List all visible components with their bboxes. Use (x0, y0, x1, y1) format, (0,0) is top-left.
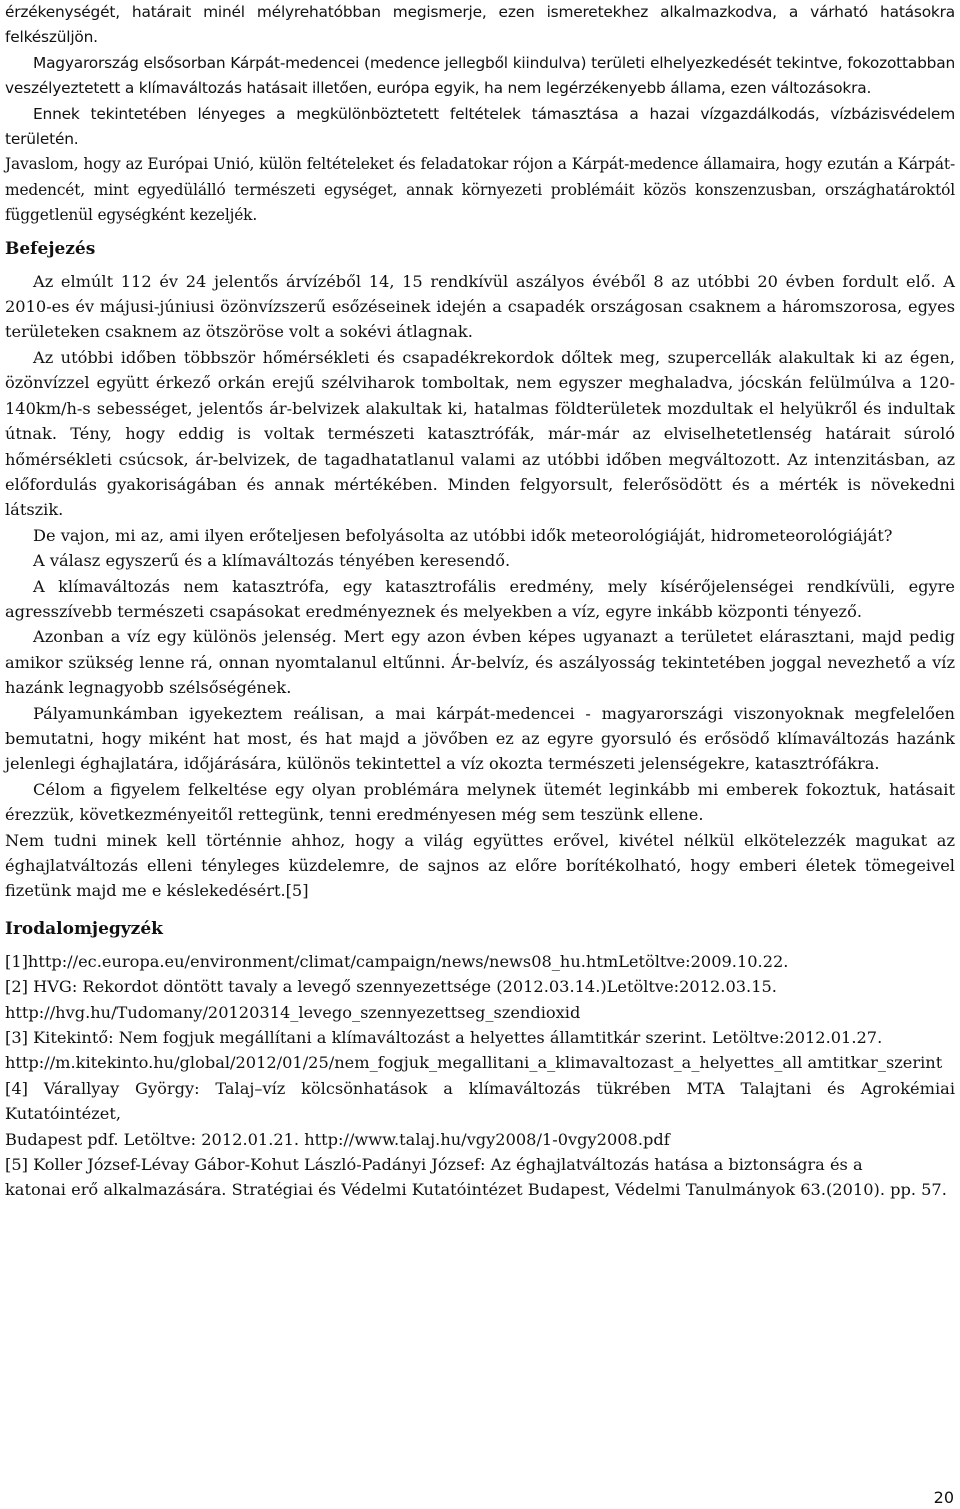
intro-paragraph-4: Javaslom, hogy az Európai Unió, külön feltételeket és feladatokar rójon a Kárpát-medence államaira, hogy ezután a Kárpát-medencét, mint egyedülálló természeti egységet, annak környezeti problémáit közös konszenzusban, országhatároktól függetlenül egységként kezeljék. (5, 155, 955, 225)
reference-5-title: [5] Koller József-Lévay Gábor-Kohut László-Padányi József: Az éghajlatváltozás hatása a biztonságra és a (5, 1155, 863, 1175)
reference-3-title: [3] Kitekintő: Nem fogjuk megállítani a klímaváltozást a helyettes államtitkár szerint. Letöltve:2012.01.27. (5, 1028, 883, 1048)
conclusion-paragraph-9: Nem tudni minek kell történnie ahhoz, hogy a világ együttes erővel, kivétel nélkül elkötelezzék magukat az éghajlatváltozás elleni tényleges küzdelemre, de sajnos az előre borítékolható, hogy emberi életek tömegeivel fizetünk majd me e késlekedésért.[5] (5, 830, 955, 901)
conclusion-paragraph-8: Célom a figyelem felkeltése egy olyan problémára melynek ütemét leginkább mi emberek fokoztuk, hatásait érezzük, következményeitől rettegünk, tenni eredményesen még sem teszünk ellene. (5, 779, 955, 825)
intro-paragraph-1: érzékenységét, határait minél mélyrehatóbban megismerje, ezen ismeretekhez alkalmazkodva, a várható hatásokra felkészüljön. (5, 3, 955, 47)
reference-list (5, 949, 955, 1203)
conclusion-paragraph-6: Azonban a víz egy különös jelenség. Mert egy azon évben képes ugyanazt a területet elárasztani, majd pedig amikor szükség lenne rá, onnan nyomtalanul eltűnni. Ár-belvíz, és aszályosság tekintetében joggal nevezhető a víz hazánk legnagyobb szélsőségének. (5, 627, 955, 698)
reference-4-title: [4] Várallyay György: Talaj–víz kölcsönhatások a klímaváltozás tükrében MTA Talajtani és Agrokémiai Kutatóintézet, (5, 1078, 955, 1124)
conclusion-paragraph-4: A válasz egyszerű és a klímaváltozás tényében keresendő. (33, 551, 511, 571)
reference-3-url: http://m.kitekinto.hu/global/2012/01/25/nem_fogjuk_megallitani_a_klimavaltozast_a_helyettes_all amtitkar_szerint (5, 1053, 943, 1073)
page-number: 20 (933, 1488, 954, 1507)
section-heading-references: Irodalomjegyzék (5, 918, 163, 939)
reference-4-source: Budapest pdf. Letöltve: 2012.01.21. http://www.talaj.hu/vgy2008/1-0vgy2008.pdf (5, 1129, 670, 1149)
conclusion-paragraph-3: De vajon, mi az, ami ilyen erőteljesen befolyásolta az utóbbi idők meteorológiáját, hidrometeorológiáját? (33, 525, 893, 545)
reference-1: [1]http://ec.europa.eu/environment/climat/campaign/news/news08_hu.htmLetöltve:2009.10.22. (5, 951, 789, 971)
document-page (5, 0, 955, 1203)
conclusion-paragraph-1: Az elmúlt 112 év 24 jelentős árvízéből 14, 15 rendkívül aszályos évéből 8 az utóbbi 20 évben fordult elő. A 2010-es év májusi-júniusi özönvízszerű esőzéseinek idején a csapadék országosan csaknem a háromszorosa, egyes területeken csaknem az ötszöröse volt a sokévi átlagnak. (5, 271, 955, 342)
reference-5-source: katonai erő alkalmazására. Stratégiai és Védelmi Kutatóintézet Budapest, Védelmi Tanulmányok 63.(2010). pp. 57. (5, 1180, 947, 1200)
reference-2-title: [2] HVG: Rekordot döntött tavaly a levegő szennyezettsége (2012.03.14.)Letöltve:2012.03.15. (5, 977, 777, 997)
intro-paragraph-2: Magyarország elsősorban Kárpát-medencei (medence jellegből kiindulva) területi elhelyezkedését tekintve, fokozottabban veszélyeztetett a klímaváltozás hatásait illetően, európa egyik, ha nem legérzékenyebb állama, ezen változásokra. (5, 53, 955, 98)
reference-2-url: http://hvg.hu/Tudomany/20120314_levego_szennyezettseg_szendioxid (5, 1002, 581, 1022)
conclusion-paragraph-7: Pályamunkámban igyekeztem reálisan, a mai kárpát-medencei - magyarországi viszonyoknak megfelelően bemutatni, hogy miként hat most, és hat majd a jövőben ez az egyre gyorsuló és erősödő klímaváltozás hazánk jelenlegi éghajlatára, időjárására, különös tekintettel a víz okozta természeti jelenségekre, katasztrófákra. (5, 703, 955, 774)
conclusion-paragraph-5: A klímaváltozás nem katasztrófa, egy katasztrofális eredmény, mely kísérőjelenségei rendkívüli, egyre agresszívebb természeti csapásokat eredményeznek és melyekben a víz, egyre inkább központi tényező. (5, 576, 955, 621)
section-heading-conclusion: Befejezés (5, 238, 96, 259)
intro-paragraph-3: Ennek tekintetében lényeges a megkülönböztetett feltételek támasztása a hazai vízgazdálkodás, vízbázisvédelem területén. (5, 104, 955, 149)
conclusion-paragraph-2: Az utóbbi időben többször hőmérsékleti és csapadékrekordok dőltek meg, szupercellák alakultak ki az égen, özönvízzel együtt érkező orkán erejű szélviharok tomboltak, nem egyszer meghaladva, jócskán felülmúlva a 120-140km/h-s sebességet, jelentős ár-belvizek alakultak ki, hatalmas földterületek mozdultak el helyükről és indultak útnak. Tény, hogy eddig is voltak természeti katasztrófák, már-már az elviselhetetlenség határait súroló hőmérsékleti csúcsok, ár-belvizek, de tagadhatatlanul valami az utóbbi időben megváltozott. Az intenzitásban, az előfordulás gyakoriságában és annak mértékében. Minden felgyorsult, felerősödött és a mérték is növekedni látszik. (5, 347, 955, 520)
